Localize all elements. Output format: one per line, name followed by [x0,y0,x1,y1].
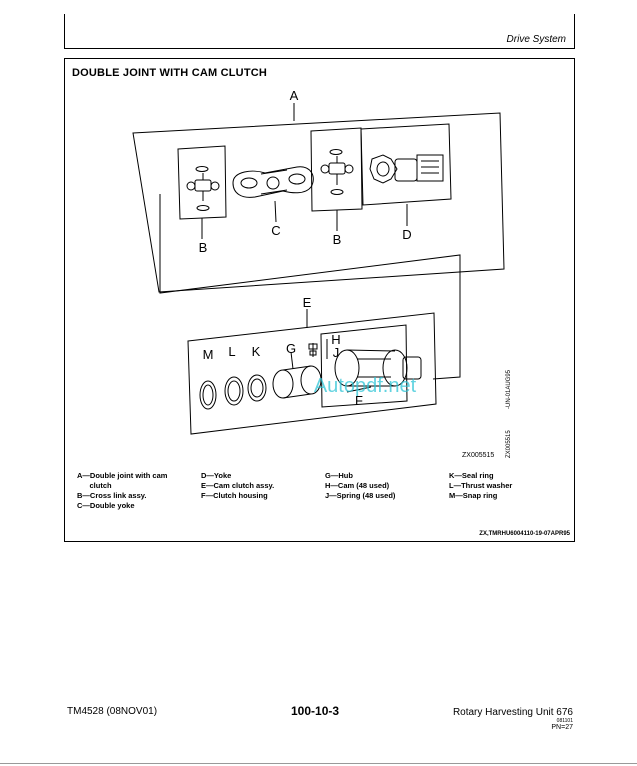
group-a-panel [133,113,504,292]
yoke-panel [361,124,451,205]
callout-a: A [289,88,299,103]
figure-title: DOUBLE JOINT WITH CAM CLUTCH [72,67,268,79]
manual-id: TM4528 (08NOV01) [67,706,158,717]
reference-code: ZX,TMRHU6004110-19-07APR95 [479,531,570,537]
legend-item: J—Spring (48 used) [325,491,396,500]
callout-b-1: B [198,240,208,255]
callout-d: D [402,227,412,242]
callout-j: J [332,345,340,360]
image-id: ZX005515 [462,452,495,459]
group-e-panel [188,313,436,434]
legend-item: M—Snap ring [449,491,498,500]
legend-item: D—Yoke [201,471,232,480]
callout-e: E [302,295,312,310]
legend-item: C—Double yoke [77,501,135,510]
cross-link-panel-1 [178,146,226,219]
legend-item: E—Cam clutch assy. [201,481,275,490]
legend-column-2 [201,471,274,501]
watermark: Autopdf.net [313,375,417,397]
header-frame [64,14,575,49]
legend-item: A—Double joint with cam [77,471,168,480]
side-code-1: -UN-01AUG95 [506,369,512,409]
legend-item: clutch [77,481,112,490]
legend-item: L—Thrust washer [449,481,513,490]
callout-k: K [251,344,261,359]
section-title: Drive System [506,34,566,45]
callout-m: M [202,347,214,362]
legend-column-1 [77,471,167,511]
side-code-2: ZX005515 [506,430,512,458]
legend-item: F—Clutch housing [201,491,268,500]
page-number: 100-10-3 [291,704,340,718]
legend-item: B—Cross link assy. [77,491,147,500]
callout-g: G [285,341,297,356]
figure-box [64,58,575,542]
page-pn: PN=27 [551,724,573,731]
date-code: 081101 [556,718,573,724]
cross-link-panel-2 [311,128,362,211]
legend-column-4 [449,471,512,501]
legend-item: G—Hub [325,471,353,480]
callout-b-2: B [332,232,342,247]
exploded-diagram [65,59,574,541]
callout-l: L [228,344,236,359]
legend-item: K—Seal ring [449,471,494,480]
legend-column-3 [325,471,395,501]
callout-h: H [331,332,341,347]
manual-title: Rotary Harvesting Unit 676 [452,707,573,718]
callout-f: F [355,393,363,408]
bottom-divider [0,763,637,764]
callout-c: C [271,223,281,238]
legend-item: H—Cam (48 used) [325,481,390,490]
